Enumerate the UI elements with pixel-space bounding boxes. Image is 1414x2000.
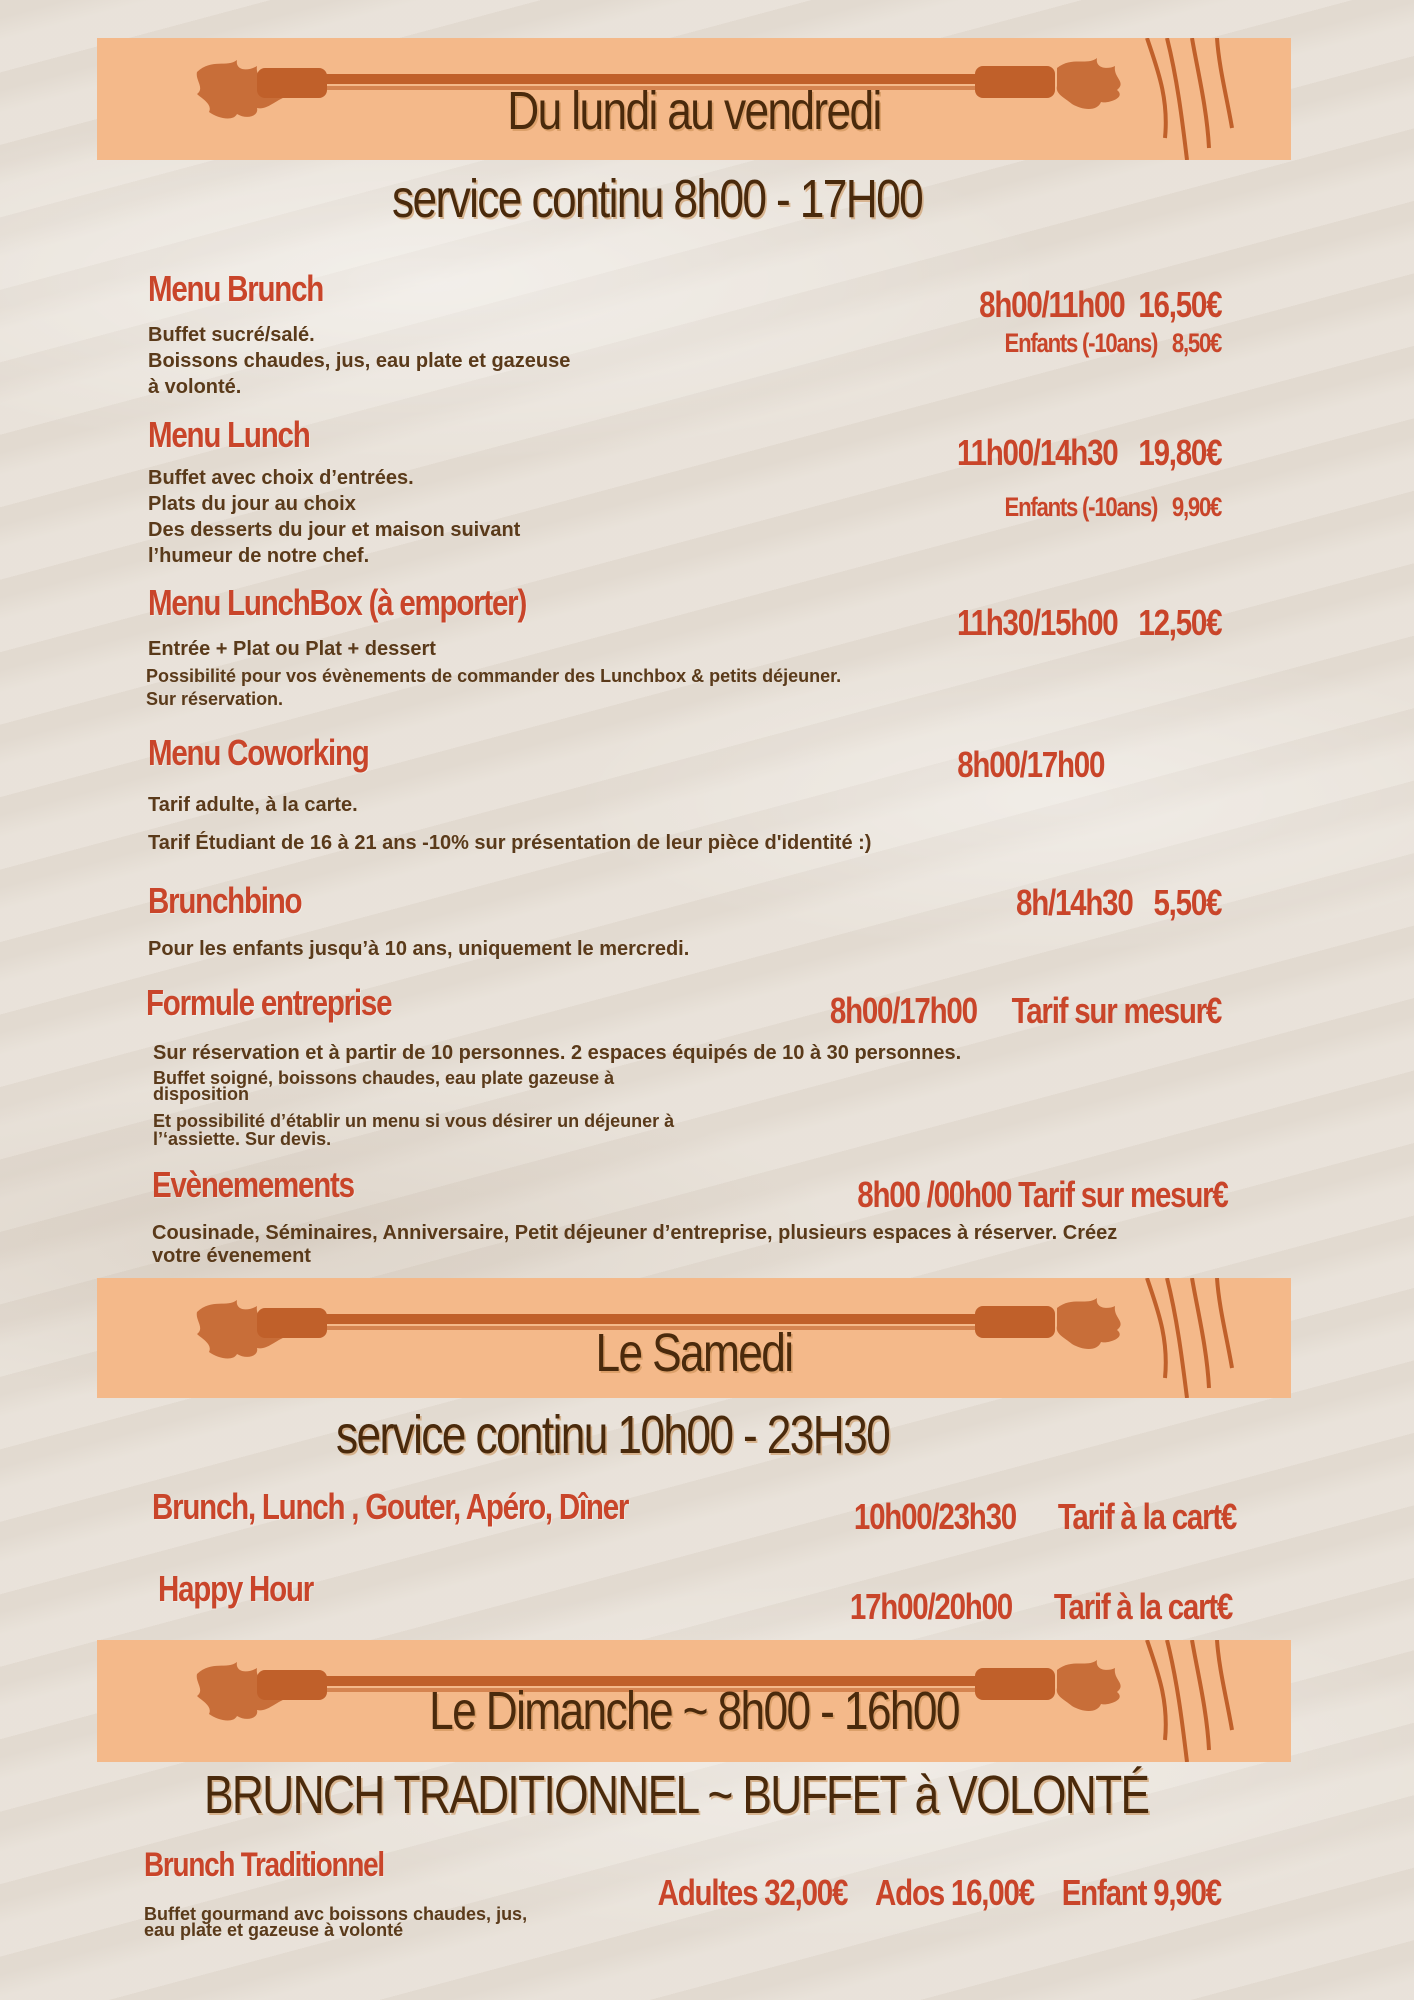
menu-lunchbox-title: Menu LunchBox (à emporter) xyxy=(148,582,527,623)
menu-lunchbox-line: Entrée + Plat ou Plat + dessert xyxy=(148,638,436,660)
formule-entreprise-title: Formule entreprise xyxy=(146,982,392,1023)
menu-coworking-title: Menu Coworking xyxy=(148,732,369,773)
weekday-band-title: Du lundi au vendredi xyxy=(507,81,881,141)
menu-brunch-description xyxy=(148,322,570,400)
formule-entreprise-line: l’‘assiette. Sur devis. xyxy=(153,1129,332,1149)
menu-lunchbox-time-price xyxy=(957,602,1221,644)
menu-lunchbox-price: 12,50€ xyxy=(1138,602,1221,643)
formule-entreprise-line: Buffet soigné, boissons chaudes, eau plate gazeuse à xyxy=(153,1068,615,1088)
menu-lunch-kids xyxy=(1004,492,1221,523)
evenements-time: 8h00 /00h00 xyxy=(857,1174,1012,1215)
menu-lunch-time-price xyxy=(957,432,1221,474)
evenements-line: Cousinade, Séminaires, Anniversaire, Petit déjeuner d’entreprise, plusieurs espaces à réserver. Créez xyxy=(152,1222,1118,1244)
menu-lunch-time: 11h00/14h30 xyxy=(956,432,1118,473)
menu-lunchbox-time: 11h30/15h00 xyxy=(956,602,1118,643)
happy-hour-price: Tarif à la cart€ xyxy=(1053,1586,1232,1627)
price-adultes: Adultes 32,00€ xyxy=(657,1872,848,1913)
happy-hour-time: 17h00/20h00 xyxy=(849,1586,1012,1627)
menu-lunchbox-line: Possibilité pour vos évènements de commander des Lunchbox & petits déjeuner. xyxy=(146,666,842,686)
brunch-traditionnel-title: Brunch Traditionnel xyxy=(144,1846,384,1884)
menu-lunchbox-line: Sur réservation. xyxy=(146,689,284,709)
menu-brunch-kids-label: Enfants (-10ans) xyxy=(1004,328,1157,358)
happy-hour-time-price xyxy=(850,1586,1232,1628)
brunchbino-title: Brunchbino xyxy=(148,880,302,921)
menu-lunch-kids-label: Enfants (-10ans) xyxy=(1004,492,1157,522)
brunch-traditionnel-line: Buffet gourmand avc boissons chaudes, jus, xyxy=(144,1904,528,1924)
formule-entreprise-line: Et possibilité d’établir un menu si vous désirer un déjeuner à xyxy=(153,1111,675,1131)
weekday-subtitle: service continu 8h00 - 17H00 xyxy=(392,169,923,229)
menu-brunch-title: Menu Brunch xyxy=(148,268,324,309)
menu-lunch-title: Menu Lunch xyxy=(148,414,310,455)
sunday-header-band xyxy=(97,1640,1291,1762)
menu-coworking-line: Tarif Étudiant de 16 à 21 ans -10% sur présentation de leur pièce d'identité :) xyxy=(148,832,872,854)
menu-lunch-line: Plats du jour au choix xyxy=(148,493,356,515)
menu-brunch-price: 16,50€ xyxy=(1138,284,1221,325)
saturday-band-title: Le Samedi xyxy=(595,1323,793,1383)
saturday-subtitle: service continu 10h00 - 23H30 xyxy=(336,1405,890,1465)
menu-lunch-kids-price: 9,90€ xyxy=(1171,492,1221,522)
menu-coworking-line: Tarif adulte, à la carte. xyxy=(148,794,358,816)
evenements-time-price xyxy=(858,1174,1228,1216)
saturday-item-title: Brunch, Lunch , Gouter, Apéro, Dîner xyxy=(152,1486,629,1527)
menu-brunch-time-price xyxy=(979,284,1221,326)
brunchbino-time-price xyxy=(1016,882,1221,924)
weekday-header-band xyxy=(97,38,1291,160)
formule-entreprise-time: 8h00/17h00 xyxy=(829,990,977,1031)
evenements-price: Tarif sur mesur€ xyxy=(1018,1174,1228,1215)
formule-entreprise-line: Sur réservation et à partir de 10 personnes. 2 espaces équipés de 10 à 30 personnes. xyxy=(153,1042,962,1064)
menu-brunch-kids xyxy=(1004,328,1221,359)
menu-brunch-line: Buffet sucré/salé. xyxy=(148,324,315,346)
menu-brunch-line: à volonté. xyxy=(148,376,242,398)
price-enfant: Enfant 9,90€ xyxy=(1061,1872,1221,1913)
saturday-item-time-price xyxy=(854,1496,1236,1538)
sunday-band-title: Le Dimanche ~ 8h00 - 16h00 xyxy=(429,1681,959,1741)
menu-brunch-time: 8h00/11h00 xyxy=(978,284,1125,325)
brunchbino-time: 8h/14h30 xyxy=(1015,882,1133,923)
formule-entreprise-time-price xyxy=(830,990,1221,1032)
menu-brunch-kids-price: 8,50€ xyxy=(1171,328,1221,358)
brunch-traditionnel-line: eau plate et gazeuse à volonté xyxy=(144,1920,404,1940)
evenements-title: Evènemements xyxy=(152,1164,354,1205)
menu-lunch-line: Des desserts du jour et maison suivant xyxy=(148,519,521,541)
menu-lunch-line: l’humeur de notre chef. xyxy=(148,545,370,567)
brunchbino-line: Pour les enfants jusqu’à 10 ans, uniquement le mercredi. xyxy=(148,938,690,960)
happy-hour-title: Happy Hour xyxy=(158,1568,313,1609)
menu-coworking-time: 8h00/17h00 xyxy=(957,744,1104,785)
menu-lunch-line: Buffet avec choix d’entrées. xyxy=(148,467,414,489)
brunchbino-price: 5,50€ xyxy=(1153,882,1221,923)
brunch-traditionnel-prices xyxy=(658,1872,1221,1914)
menu-lunch-description xyxy=(148,465,520,569)
sunday-subtitle: BRUNCH TRADITIONNEL ~ BUFFET à VOLONTÉ xyxy=(204,1765,1149,1825)
saturday-item-price: Tarif à la cart€ xyxy=(1057,1496,1236,1537)
menu-lunch-price: 19,80€ xyxy=(1138,432,1221,473)
menu-brunch-line: Boissons chaudes, jus, eau plate et gazeuse xyxy=(148,350,571,372)
evenements-line: votre évenement xyxy=(152,1245,311,1267)
formule-entreprise-price: Tarif sur mesur€ xyxy=(1011,990,1221,1031)
saturday-header-band xyxy=(97,1278,1291,1398)
formule-entreprise-line: disposition xyxy=(153,1084,249,1104)
price-ados: Ados 16,00€ xyxy=(875,1872,1034,1913)
saturday-item-time: 10h00/23h30 xyxy=(853,1496,1016,1537)
